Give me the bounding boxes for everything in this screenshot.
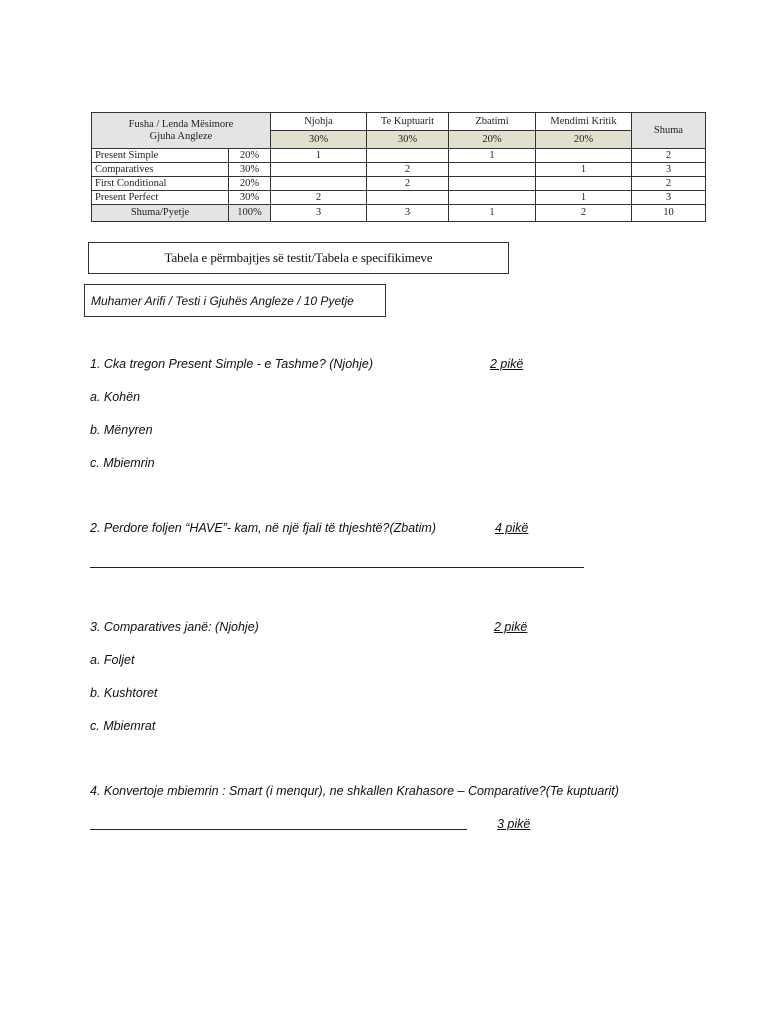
percent-cell: 30% — [229, 163, 271, 177]
question-2-points: 4 pikë — [495, 521, 529, 535]
col-percent: 30% — [271, 131, 367, 149]
totals-cell: 1 — [449, 205, 536, 222]
value-cell — [536, 149, 632, 163]
col-header-mendimi-kritik: Mendimi Kritik — [536, 113, 632, 131]
topic-cell: Present Simple — [92, 149, 229, 163]
percent-cell: 30% — [229, 191, 271, 205]
question-4-points: 3 pikë — [497, 817, 531, 831]
value-cell — [271, 177, 367, 191]
value-cell: 1 — [271, 149, 367, 163]
value-cell — [367, 149, 449, 163]
col-header-njohja: Njohja — [271, 113, 367, 131]
question-3: 3. Comparatives janë: (Njohje) — [90, 620, 259, 634]
value-cell — [271, 163, 367, 177]
question-1-option-c: c. Mbiemrin — [90, 456, 155, 470]
totals-cell: 3 — [367, 205, 449, 222]
question-1-points: 2 pikë — [490, 357, 524, 371]
question-3-option-c: c. Mbiemrat — [90, 719, 156, 733]
totals-cell: 2 — [536, 205, 632, 222]
answer-line-4[interactable] — [90, 829, 467, 830]
table-row — [92, 191, 706, 205]
totals-percent: 100% — [229, 205, 271, 222]
question-4: 4. Konvertoje mbiemrin : Smart (i menqur), ne shkallen Krahasore – Comparative?(Te kuptuarit) — [90, 784, 619, 798]
col-percent: 20% — [536, 131, 632, 149]
topic-cell: Comparatives — [92, 163, 229, 177]
col-percent: 20% — [449, 131, 536, 149]
col-percent: 30% — [367, 131, 449, 149]
specification-table — [91, 112, 706, 222]
value-cell: 1 — [536, 163, 632, 177]
topic-cell: Present Perfect — [92, 191, 229, 205]
value-cell — [367, 191, 449, 205]
table-caption-box: Tabela e përmbajtjes së testit/Tabela e specifikimeve — [88, 242, 509, 274]
value-cell — [536, 177, 632, 191]
question-1: 1. Cka tregon Present Simple - e Tashme? (Njohje) — [90, 357, 374, 371]
value-cell: 2 — [367, 163, 449, 177]
question-1-option-b: b. Mënyren — [90, 423, 153, 437]
table-row — [92, 163, 706, 177]
value-cell: 1 — [536, 191, 632, 205]
totals-label: Shuma/Pyetje — [92, 205, 229, 222]
table-row — [92, 149, 706, 163]
totals-cell: 3 — [271, 205, 367, 222]
subject-area-label: Fusha / Lenda Mësimore — [128, 118, 234, 130]
col-header-te-kuptuarit: Te Kuptuarit — [367, 113, 449, 131]
value-cell: 2 — [271, 191, 367, 205]
row-total-cell: 3 — [632, 163, 706, 177]
table-row — [92, 177, 706, 191]
question-3-option-a: a. Foljet — [90, 653, 135, 667]
col-header-shuma: Shuma — [632, 113, 706, 149]
totals-row — [92, 205, 706, 222]
row-total-cell: 2 — [632, 149, 706, 163]
question-2: 2. Perdore foljen “HAVE”- kam, në një fjali të thjeshtë?(Zbatim) — [90, 521, 436, 535]
percent-cell: 20% — [229, 177, 271, 191]
answer-line-2[interactable] — [90, 567, 584, 568]
grand-total-cell: 10 — [632, 205, 706, 222]
subject-header — [92, 113, 271, 149]
value-cell: 1 — [449, 149, 536, 163]
value-cell: 2 — [367, 177, 449, 191]
question-1-option-a: a. Kohën — [90, 390, 141, 404]
subject-name: Gjuha Angleze — [149, 130, 213, 142]
value-cell — [449, 163, 536, 177]
question-3-points: 2 pikë — [494, 620, 528, 634]
row-total-cell: 3 — [632, 191, 706, 205]
topic-cell: First Conditional — [92, 177, 229, 191]
row-total-cell: 2 — [632, 177, 706, 191]
col-header-zbatimi: Zbatimi — [449, 113, 536, 131]
author-box: Muhamer Arifi / Testi i Gjuhës Angleze / 10 Pyetje — [84, 284, 386, 317]
percent-cell: 20% — [229, 149, 271, 163]
value-cell — [449, 191, 536, 205]
question-3-option-b: b. Kushtoret — [90, 686, 158, 700]
value-cell — [449, 177, 536, 191]
